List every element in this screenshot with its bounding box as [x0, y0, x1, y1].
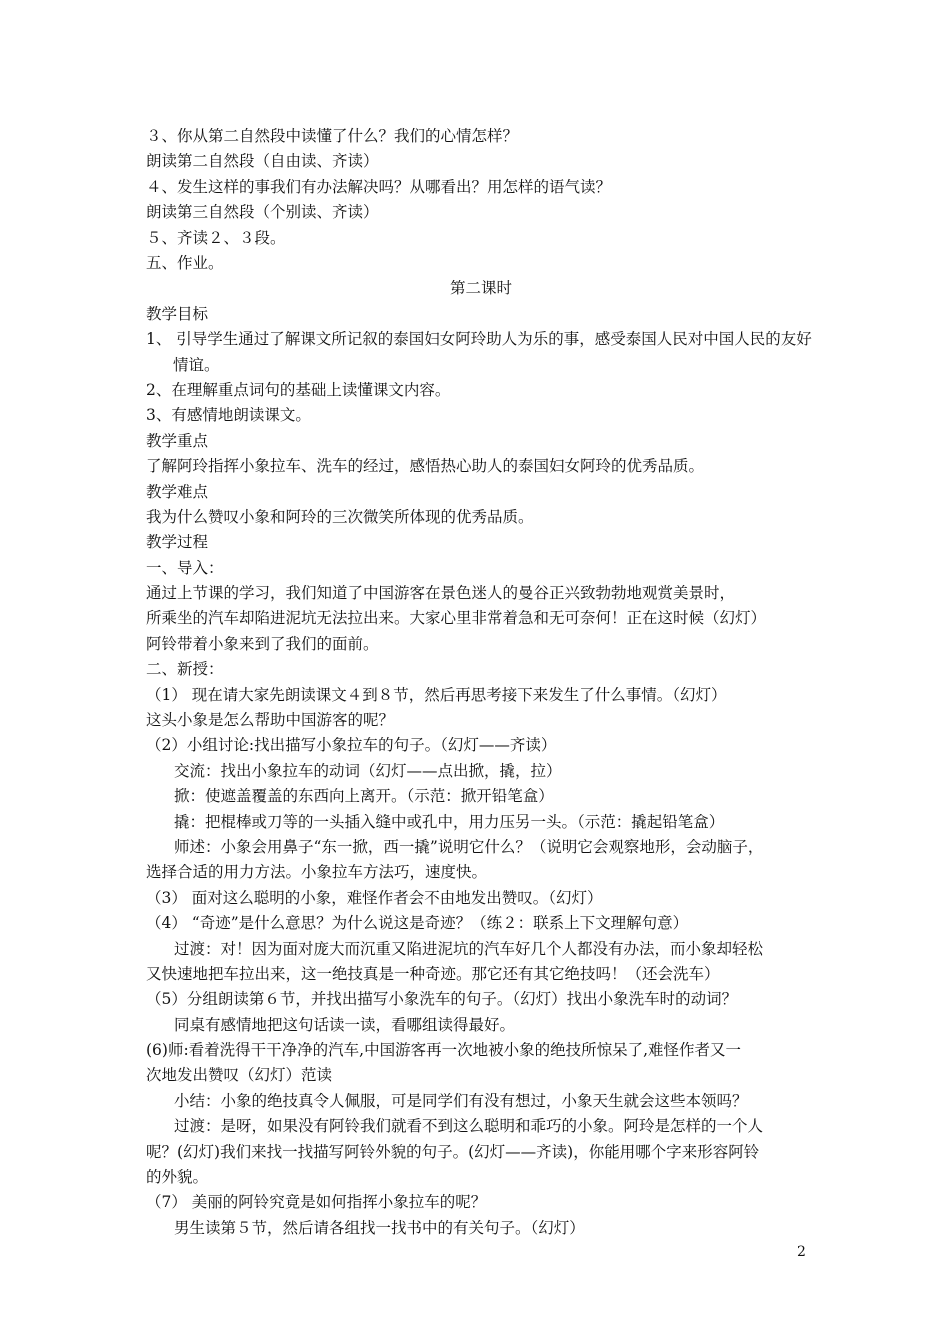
text-line: 掀：使遮盖覆盖的东西向上离开。（示范：掀开铅笔盒） — [174, 787, 554, 806]
text-line: （4） “奇迹”是什么意思？为什么说这是奇迹？（练２：联系上下文理解句意） — [146, 914, 689, 933]
text-line: 呢？(幻灯)我们来找一找描写阿铃外貌的句子。(幻灯——齐读)，你能用哪个字来形容阿铃 — [146, 1142, 760, 1161]
text-line: 五、作业。 — [146, 253, 224, 272]
text-line: 1、 引导学生通过了解课文所记叙的泰国妇女阿玲助人为乐的事，感受泰国人民对中国人民的友好情谊。 — [146, 330, 812, 374]
text-line: 我为什么赞叹小象和阿玲的三次微笑所体现的优秀品质。 — [146, 507, 534, 526]
page-number: 2 — [797, 1244, 806, 1260]
text-line: ４、发生这样的事我们有办法解决吗？从哪看出？用怎样的语气读？ — [146, 177, 612, 196]
text-line: 第二课时 — [449, 279, 512, 298]
text-line: 通过上节课的学习，我们知道了中国游客在景色迷人的曼谷正兴致勃勃地观赏美景时， — [146, 584, 736, 603]
document-body — [146, 124, 816, 1241]
text-line: 男生读第５节，然后请各组找一找书中的有关句子。（幻灯） — [174, 1218, 585, 1237]
text-line: (6)师:看着洗得干干净净的汽车,中国游客再一次地被小象的绝技所惊呆了,难怪作者又一 — [146, 1041, 742, 1060]
text-line: 师述：小象会用鼻子“东一掀，西一撬”说明它什么？（说明它会观察地形，会动脑子， — [174, 837, 764, 856]
text-line: （2）小组讨论:找出描写小象拉车的句子。（幻灯——齐读） — [146, 736, 557, 755]
text-line: （1） 现在请大家先朗读课文４到８节，然后再思考接下来发生了什么事情。（幻灯） — [146, 685, 727, 704]
text-line: 的外貌。 — [146, 1168, 209, 1187]
text-line: 教学过程 — [146, 533, 209, 552]
text-line: 过渡：是呀，如果没有阿铃我们就看不到这么聪明和乖巧的小象。阿玲是怎样的一个人 — [174, 1117, 764, 1136]
text-line: 所乘坐的汽车却陷进泥坑无法拉出来。大家心里非常着急和无可奈何！正在这时候（幻灯） — [146, 609, 767, 628]
text-line: 朗读第三自然段（个别读、齐读） — [146, 203, 379, 222]
text-line: 二、新授： — [146, 660, 224, 679]
text-line: 3、有感情地朗读课文。 — [146, 406, 311, 425]
text-line: 次地发出赞叹（幻灯）范读 — [146, 1066, 333, 1085]
text-line: ３、你从第二自然段中读懂了什么？我们的心情怎样？ — [146, 127, 519, 145]
text-line: 朗读第二自然段（自由读、齐读） — [146, 152, 379, 171]
text-line: （7） 美丽的阿铃究竟是如何指挥小象拉车的呢？ — [146, 1193, 487, 1212]
text-line: （5）分组朗读第６节，并找出描写小象洗车的句子。（幻灯）找出小象洗车时的动词？ — [146, 990, 738, 1009]
text-line: 过渡：对！因为面对庞大而沉重又陷进泥坑的汽车好几个人都没有办法，而小象却轻松 — [174, 939, 764, 958]
text-line: 教学难点 — [146, 482, 209, 501]
text-line: 教学重点 — [146, 431, 209, 450]
text-line: （3） 面对这么聪明的小象，难怪作者会不由地发出赞叹。（幻灯） — [146, 888, 603, 907]
text-line: 教学目标 — [146, 304, 209, 323]
text-line: 一、导入： — [146, 558, 224, 577]
text-line: 选择合适的用力方法。小象拉车方法巧，速度快。 — [146, 863, 488, 882]
text-line: 小结：小象的绝技真令人佩服，可是同学们有没有想过，小象天生就会这些本领吗？ — [174, 1091, 748, 1110]
text-line: 阿铃带着小象来到了我们的面前。 — [146, 634, 379, 653]
text-line: 2、在理解重点词句的基础上读懂课文内容。 — [146, 380, 451, 399]
text-line: 这头小象是怎么帮助中国游客的呢？ — [146, 711, 395, 730]
text-line: 撬：把棍棒或刀等的一头插入缝中或孔中，用力压另一头。（示范：撬起铅笔盒） — [174, 812, 725, 831]
text-line: 交流：找出小象拉车的动词（幻灯——点出掀，撬，拉） — [174, 761, 562, 780]
text-line: ５、齐读２、３段。 — [146, 228, 286, 247]
text-line: 又快速地把车拉出来，这一绝技真是一种奇迹。那它还有其它绝技吗！（还会洗车） — [146, 964, 720, 983]
text-line: 同桌有感情地把这句话读一读，看哪组读得最好。 — [174, 1015, 516, 1034]
text-line: 了解阿玲指挥小象拉车、洗车的经过，感悟热心助人的泰国妇女阿玲的优秀品质。 — [146, 457, 705, 476]
